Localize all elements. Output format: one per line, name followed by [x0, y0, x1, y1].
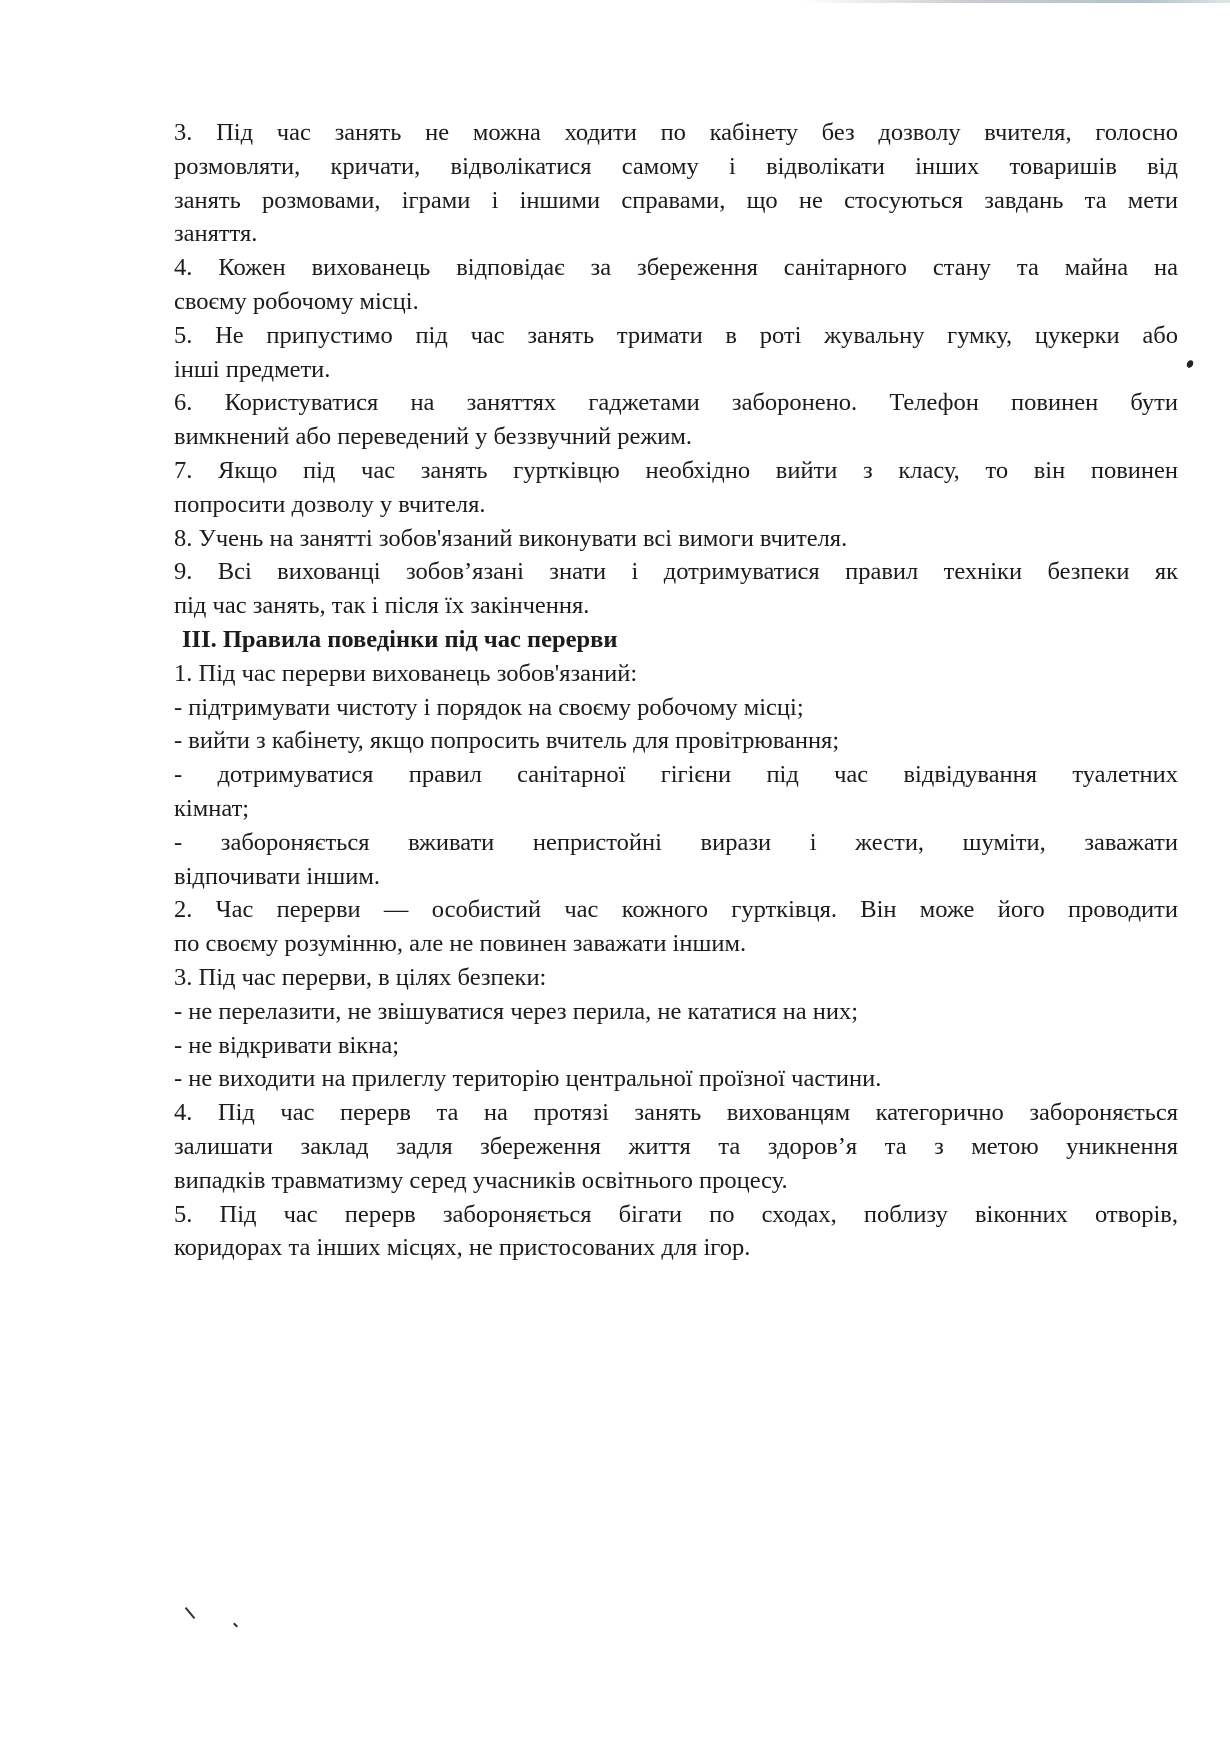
text-line: - не виходити на прилеглу територію центральної проїзної частини.	[174, 1065, 882, 1093]
rules-during-class	[174, 116, 1178, 623]
scan-scratch-mark	[185, 1607, 196, 1619]
text-line: кімнат;	[174, 794, 250, 822]
scan-edge-artifact	[800, 0, 1230, 3]
text-line: 1. Під час перерви вихованець зобов'язаний:	[174, 659, 638, 687]
text-line: своєму робочому місці.	[174, 287, 419, 315]
text-line: 5. Не припустимо під час занять тримати в роті жувальну гумку, цукерки або	[174, 321, 1178, 349]
text-line: інші предмети.	[174, 355, 331, 383]
text-line: 2. Час перерви — особистий час кожного гуртківця. Він може його проводити	[174, 896, 1178, 924]
text-line: - не перелазити, не звішуватися через перила, не кататися на них;	[174, 997, 859, 1025]
text-line: - підтримувати чистоту і порядок на своєму робочому місці;	[174, 693, 804, 721]
text-line: розмовляти, кричати, відволікатися самому і відволікати інших товаришів від	[174, 152, 1178, 180]
text-line: 4. Кожен вихованець відповідає за збереження санітарного стану та майна на	[174, 254, 1178, 282]
text-line: 9. Всі вихованці зобов’язані знати і дотримуватися правил техніки безпеки як	[174, 558, 1178, 586]
text-line: 6. Користуватися на заняттях гаджетами заборонено. Телефон повинен бути	[174, 389, 1178, 417]
text-line: 8. Учень на занятті зобов'язаний виконувати всі вимоги вчителя.	[174, 524, 848, 552]
text-line: попросити дозволу у вчителя.	[174, 490, 486, 518]
text-line: занять розмовами, іграми і іншими справами, що не стосуються завдань та мети	[174, 186, 1178, 214]
text-line: вимкнений або переведений у беззвучний режим.	[174, 423, 693, 451]
text-line: відпочивати іншим.	[174, 862, 380, 890]
text-line: 3. Під час перерви, в цілях безпеки:	[174, 963, 547, 991]
text-line: - забороняється вживати непристойні вирази і жести, шуміти, заважати	[174, 828, 1178, 856]
ink-dot-mark	[1185, 359, 1194, 369]
text-line: залишати заклад задля збереження життя та здоров’я та з метою уникнення	[174, 1132, 1178, 1160]
text-line: - вийти з кабінету, якщо попросить вчитель для провітрювання;	[174, 727, 840, 755]
text-line: - не відкривати вікна;	[174, 1031, 399, 1059]
text-line: під час занять, так і після їх закінчення.	[174, 592, 590, 620]
text-line: 3. Під час занять не можна ходити по кабінету без дозволу вчителя, голосно	[174, 119, 1178, 146]
text-line: 4. Під час перерв та на протязі занять вихованцям категорично забороняється	[174, 1099, 1178, 1127]
document-page	[174, 116, 1178, 1265]
text-line: заняття.	[174, 220, 258, 248]
text-line: випадків травматизму серед учасників освітнього процесу.	[174, 1166, 788, 1194]
text-line: коридорах та інших місцях, не пристосованих для ігор.	[174, 1234, 751, 1262]
text-line: 5. Під час перерв забороняється бігати по сходах, поблизу віконних отворів,	[174, 1200, 1178, 1228]
text-line: 7. Якщо під час занять гуртківцю необхідно вийти з класу, то він повинен	[174, 456, 1178, 484]
rules-during-break	[174, 657, 1178, 1265]
scan-scratch-mark	[233, 1623, 238, 1628]
text-line: по своєму розумінню, але не повинен заважати іншим.	[174, 930, 747, 958]
section-heading: III. Правила поведінки під час перерви	[182, 625, 618, 653]
text-line: - дотримуватися правил санітарної гігієни під час відвідування туалетних	[174, 761, 1178, 789]
